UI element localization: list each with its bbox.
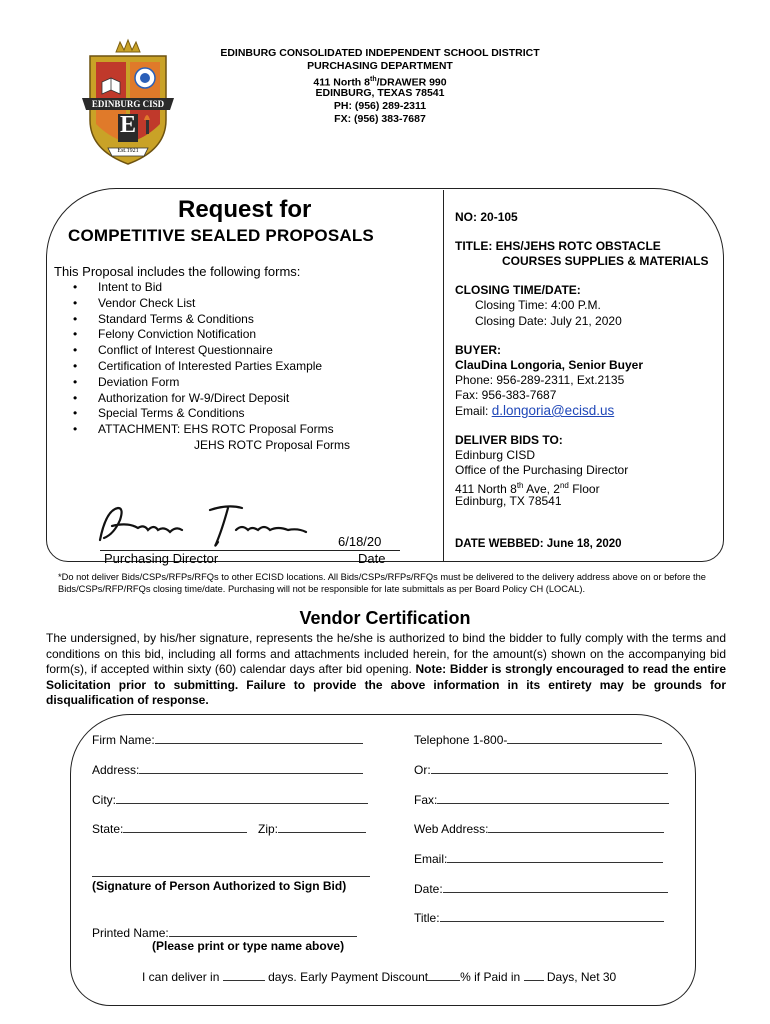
rfp-number: NO: 20-105 (455, 210, 518, 224)
firm-name-field[interactable]: Firm Name: (92, 731, 363, 747)
district-phone: PH: (956) 289-2311 (333, 100, 427, 112)
logo-letter: E (119, 112, 136, 138)
printed-caption: (Please print or type name above) (152, 939, 345, 953)
signature-icon (92, 500, 342, 550)
signature-date: 6/18/20 (338, 534, 382, 549)
date-webbed: DATE WEBBED: June 18, 2020 (455, 538, 622, 550)
district-city: EDINBURG, TEXAS 78541 (315, 87, 445, 99)
signature-caption: (Signature of Person Authorized to Sign Bid) (92, 879, 347, 893)
deliver-label: DELIVER BIDS TO: (455, 433, 563, 447)
buyer-email: Email: d.longoria@ecisd.us (455, 403, 615, 418)
list-item: • Conflict of Interest Questionnaire (73, 343, 273, 358)
date-label: Date (358, 551, 386, 566)
or-phone-field[interactable]: Or: (414, 761, 668, 777)
deliver-address: 411 North 8th Ave, 2nd Floor (455, 481, 600, 496)
buyer-label: BUYER: (455, 343, 502, 357)
closing-date: Closing Date: July 21, 2020 (475, 314, 622, 328)
city-field[interactable]: City: (92, 791, 368, 807)
deliver-line1: Edinburg CISD (455, 448, 536, 462)
state-field[interactable]: State: (92, 820, 247, 836)
purchasing-director-label: Purchasing Director (104, 551, 219, 566)
fax-field[interactable]: Fax: (414, 791, 669, 807)
signature (92, 500, 342, 550)
list-item: • Standard Terms & Conditions (73, 311, 254, 326)
request-subtitle: COMPETITIVE SEALED PROPOSALS (68, 226, 374, 245)
district-name: EDINBURG CONSOLIDATED INDEPENDENT SCHOOL DISTRICT (220, 47, 540, 59)
buyer-phone: Phone: 956-289-2311, Ext.2135 (455, 373, 625, 387)
buyer-fax: Fax: 956-383-7687 (455, 388, 557, 402)
date-field[interactable]: Date: (414, 880, 668, 896)
printed-name-field[interactable]: Printed Name: (92, 924, 357, 940)
closing-time: Closing Time: 4:00 P.M. (475, 298, 601, 312)
district-fax: FX: (956) 383-7687 (334, 113, 426, 125)
delivery-note: *Do not deliver Bids/CSPs/RFPs/RFQs to other ECISD locations. All Bids/CSPs/RFPs/RFQs must be delivered to the delivery address above on or before the Bids/CSPs/RFP/RFQs closing time/date. Purchasing will not be responsible for late submittals as per Board Policy CH (LOCAL). (58, 572, 706, 594)
web-address-field[interactable]: Web Address: (414, 820, 664, 836)
rfp-title-line2: COURSES SUPPLIES & MATERIALS (502, 254, 709, 268)
deliver-city: Edinburg, TX 78541 (455, 494, 562, 508)
buyer-email-link[interactable]: d.longoria@ecisd.us (491, 403, 615, 418)
rfp-title: TITLE: EHS/JEHS ROTC OBSTACLE (455, 239, 661, 253)
list-item: • Special Terms & Conditions (73, 406, 245, 421)
box-divider (443, 190, 444, 562)
attachment-line2: JEHS ROTC Proposal Forms (194, 438, 351, 452)
list-item: • Certification of Interested Parties Example (73, 358, 323, 373)
list-item: • Vendor Check List (73, 295, 196, 310)
list-item: • Deviation Form (73, 374, 180, 389)
list-item: • ATTACHMENT: EHS ROTC Proposal Forms (73, 422, 334, 437)
request-title: Request for (178, 196, 312, 223)
delivery-terms[interactable]: I can deliver in days. Early Payment Discount % if Paid in Days, Net 30 (142, 970, 617, 984)
list-item: • Intent to Bid (73, 280, 163, 294)
address-field[interactable]: Address: (92, 761, 363, 777)
forms-list (73, 280, 334, 438)
vendor-cert-text: The undersigned, by his/her signature, represents the he/she is authorized to bind the bidder to fully comply with the terms and conditions on this bid, including all forms and attachments included herein, for the amount(s) shown on the accompanying bid form(s), if accepted within sixty (60) calendar days after bid opening. Note: Bidder is strongly encouraged to read the entire Solicitation prior to submitting. Failure to provide the above information in its entirety may be grounds for disqualification of response. (46, 631, 726, 707)
buyer-name: ClauDina Longoria, Senior Buyer (455, 358, 644, 372)
title-field[interactable]: Title: (414, 909, 664, 925)
department-name: PURCHASING DEPARTMENT (307, 60, 453, 72)
deliver-line2: Office of the Purchasing Director (455, 463, 629, 477)
closing-label: CLOSING TIME/DATE: (455, 283, 581, 297)
list-item: • Felony Conviction Notification (73, 327, 257, 342)
district-logo (80, 38, 176, 168)
telephone-field[interactable]: Telephone 1-800- (414, 731, 662, 747)
district-address: 411 North 8th/DRAWER 990 (313, 76, 447, 89)
zip-field[interactable]: Zip: (258, 820, 366, 836)
list-item: • Authorization for W-9/Direct Deposit (73, 390, 290, 405)
logo-est: Est.1921 (117, 148, 139, 154)
authorized-signature-line[interactable] (92, 876, 370, 877)
vendor-cert-title: Vendor Certification (299, 608, 471, 628)
logo-banner-text: EDINBURG CISD (91, 99, 165, 109)
forms-intro: This Proposal includes the following forms: (54, 264, 301, 279)
email-field[interactable]: Email: (414, 850, 663, 866)
